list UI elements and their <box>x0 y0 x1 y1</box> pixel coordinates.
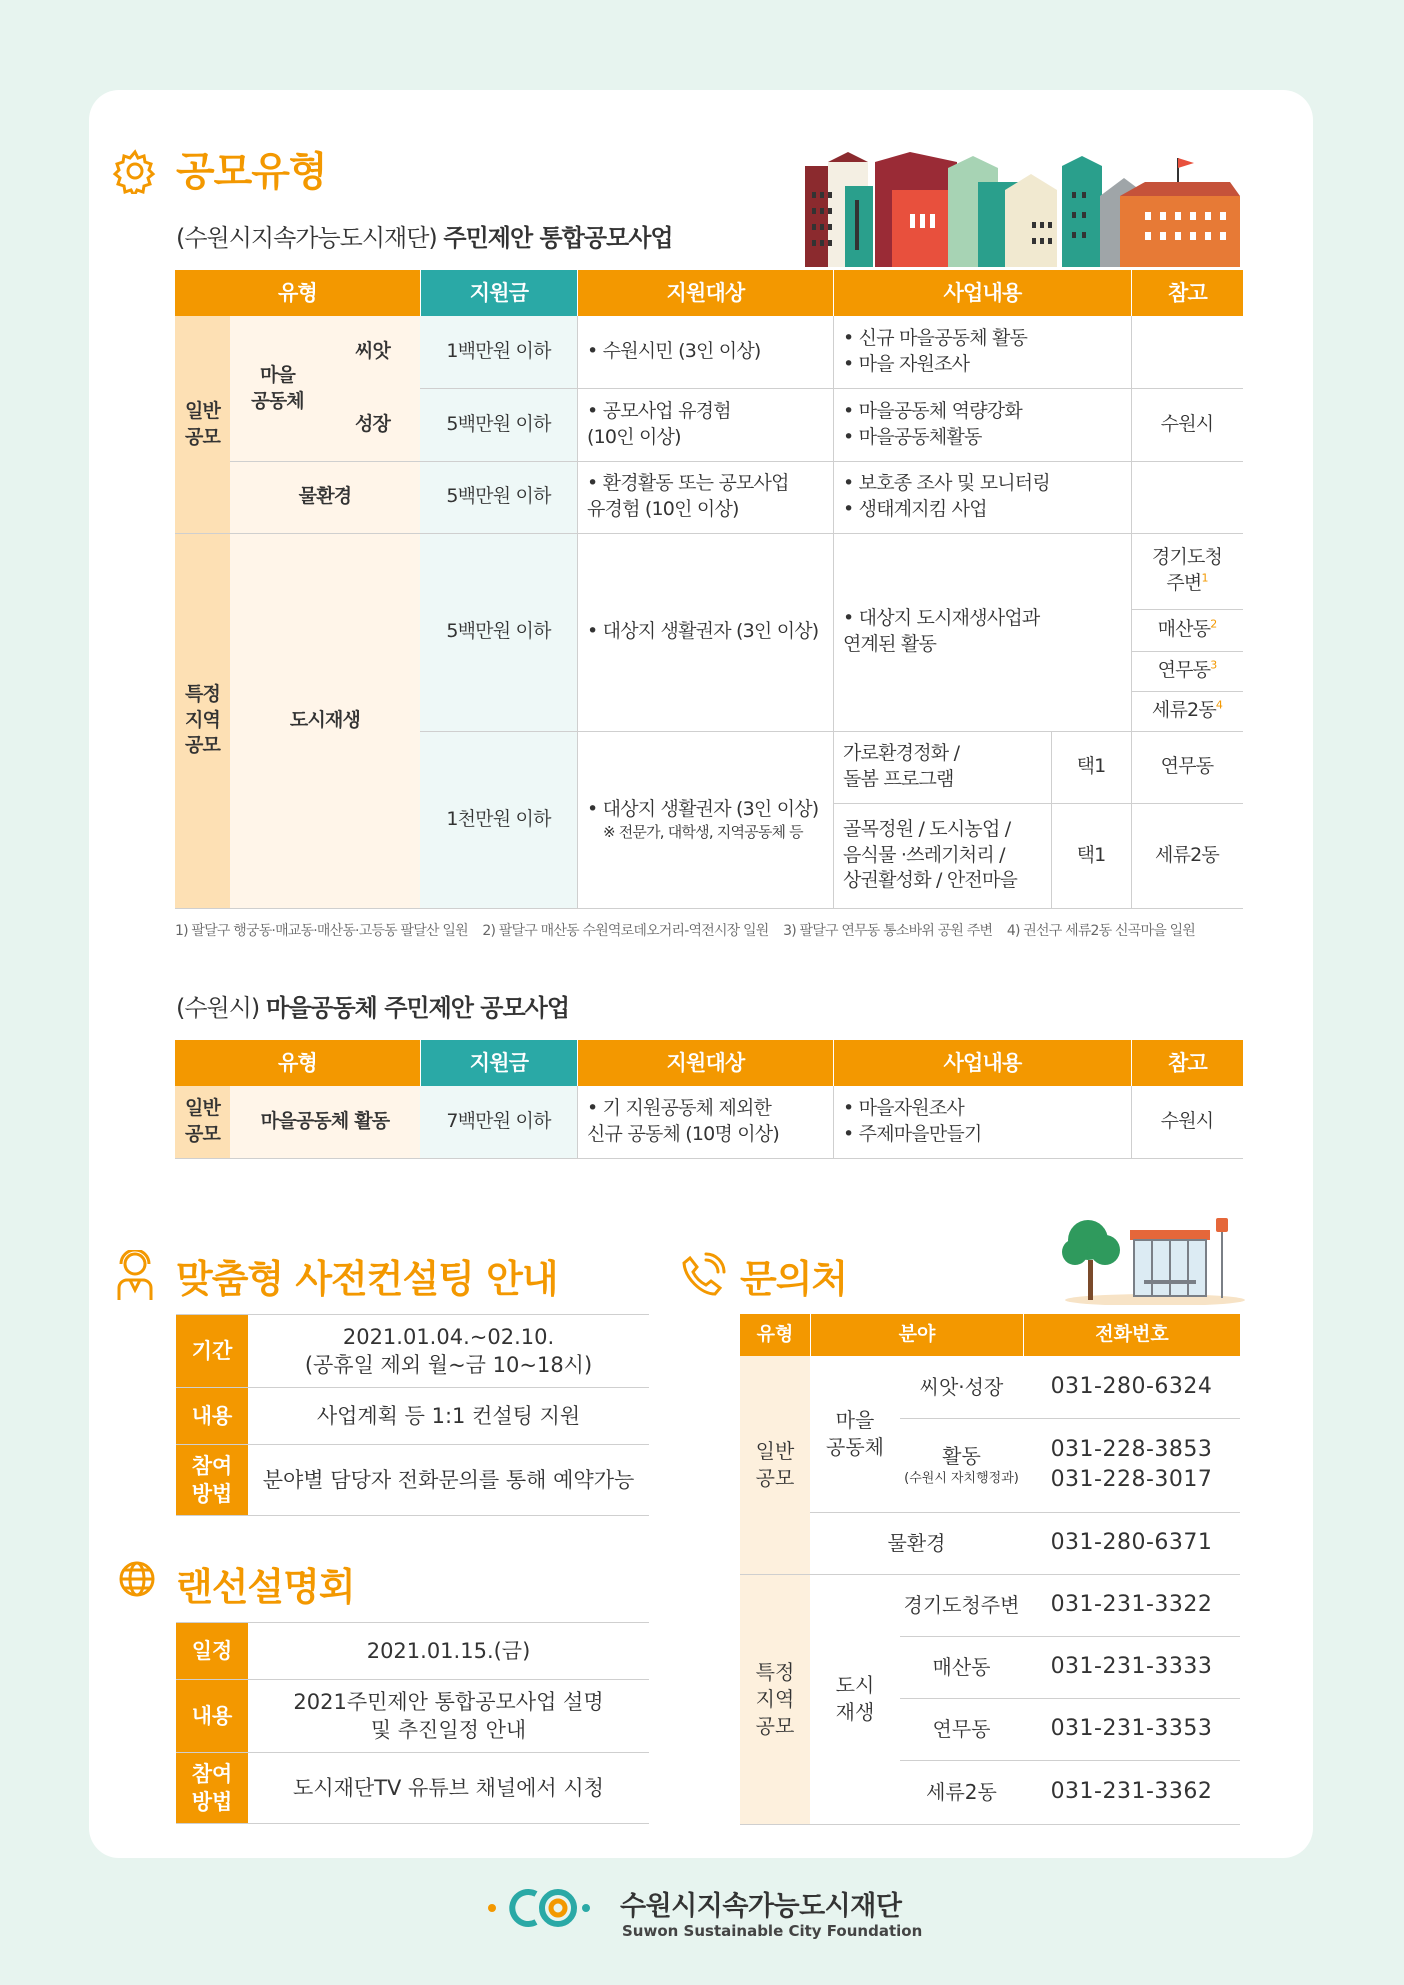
contact-field-water: 물환경 <box>887 1530 946 1555</box>
rule <box>1051 731 1052 908</box>
consult-value-period: 2021.01.04.~02.10. (공휴일 제외 월~금 10~18시) <box>304 1324 593 1377</box>
contact-field-activity-note: (수원시 자치행정과) <box>904 1470 1019 1486</box>
rule <box>1131 609 1243 610</box>
contact-th-type: 유형 <box>740 1314 810 1356</box>
online-title: 랜선설명회 <box>176 1565 355 1609</box>
village-label: 마을 공동체 <box>230 316 325 461</box>
globe-icon <box>118 1560 156 1602</box>
r5a-content: 가로환경정화 / 돌봄 프로그램 <box>843 742 960 790</box>
t2-th-ref: 참고 <box>1131 1040 1243 1086</box>
contact-phone-seed: 031-280-6324 <box>1050 1374 1213 1400</box>
phone-icon <box>680 1252 726 1302</box>
subtitle-integrated <box>176 218 673 253</box>
t2-amount: 7백만원 이하 <box>420 1086 577 1158</box>
rule <box>900 1418 1240 1419</box>
contact-field-yeonmu: 연무동 <box>932 1716 991 1741</box>
online-row-date <box>176 1622 649 1680</box>
contact-field-maesan: 매산동 <box>932 1654 991 1679</box>
rule <box>1131 1086 1132 1158</box>
th-type: 유형 <box>175 270 420 316</box>
online-row-content <box>176 1680 649 1753</box>
th-ref: 참고 <box>1131 270 1243 316</box>
rule <box>1131 316 1132 908</box>
contact-field-seed: 씨앗·성장 <box>919 1374 1004 1399</box>
ref2-sup: 2 <box>1210 617 1217 631</box>
th-content: 사업내용 <box>833 270 1131 316</box>
person-icon <box>115 1250 155 1306</box>
online-table <box>176 1622 649 1824</box>
ref4 <box>1131 691 1243 731</box>
ref1-sup: 1 <box>1201 571 1208 585</box>
r3-target: • 환경활동 또는 공모사업 유경험 (10인 이상) <box>587 472 789 520</box>
buildings-illustration <box>800 152 1245 271</box>
rule <box>175 908 1243 909</box>
consult-table <box>176 1314 649 1516</box>
contact-th-field: 분야 <box>810 1314 1023 1356</box>
online-label-content: 내용 <box>176 1680 248 1752</box>
org-name-en: Suwon Sustainable City Foundation <box>622 1922 923 1940</box>
online-value-method: 도시재단TV 유튜브 채널에서 시청 <box>293 1775 604 1800</box>
r3-content: • 보호종 조사 및 모니터링 • 생태계지킴 사업 <box>843 472 1050 520</box>
t2-th-type: 유형 <box>175 1040 420 1086</box>
consult-label-period: 기간 <box>176 1315 248 1387</box>
contact-regen: 도시 재생 <box>835 1673 875 1724</box>
contact-phone-water: 031-280-6371 <box>1050 1530 1213 1556</box>
growth-label: 성장 <box>325 388 420 461</box>
r1-target: • 수원시민 (3인 이상) <box>587 340 761 363</box>
rule <box>833 803 1243 804</box>
consult-row-method <box>176 1445 649 1516</box>
integrated-table <box>175 270 1243 908</box>
footnote: 1) 팔달구 행궁동·매교동·매산동·고등동 팔달산 일원 2) 팔달구 매산동 수원역로데오거리-역전시장 일원 3) 팔달구 연무동 통소바위 공원 주변 4) 권선구 세류2동 신곡마을 일원 <box>175 923 1196 939</box>
contact-field-activity: 활동 <box>942 1443 981 1468</box>
rule <box>740 1824 1240 1825</box>
th-target: 지원대상 <box>577 270 833 316</box>
contact-phone-activity: 031-228-3853 031-228-3017 <box>1050 1437 1213 1492</box>
bus-stop-illustration <box>1060 1210 1245 1309</box>
contact-village: 마을 공동체 <box>826 1408 884 1459</box>
r4-content: • 대상지 도시재생사업과 연계된 활동 <box>843 607 1040 655</box>
consult-value-content: 사업계획 등 1:1 컨설팅 지원 <box>316 1403 581 1428</box>
rule <box>175 1158 1243 1159</box>
contact-special: 특정 지역 공모 <box>740 1574 810 1824</box>
contact-table <box>740 1314 1240 1824</box>
r5b-content: 골목정원 / 도시농업 / 음식물 ·쓰레기처리 / 상권활성화 / 안전마을 <box>843 818 1018 892</box>
consult-label-content: 내용 <box>176 1388 248 1444</box>
contact-field-seryu: 세류2동 <box>926 1779 997 1804</box>
t2-type1: 일반 공모 <box>175 1086 230 1158</box>
rule <box>810 1512 1240 1513</box>
t2-target: • 기 지원공동체 제외한 신규 공동체 (10명 이상) <box>587 1097 779 1145</box>
rule <box>833 316 834 908</box>
rule <box>420 731 1243 732</box>
rule <box>175 533 1243 534</box>
r5b-ref: 세류2동 <box>1155 843 1219 866</box>
ref1 <box>1131 533 1243 609</box>
consult-value-method: 분야별 담당자 전화문의를 통해 예약가능 <box>262 1467 635 1492</box>
online-value-content: 2021주민제안 통합공모사업 설명 및 추진일정 안내 <box>293 1689 604 1742</box>
t2-th-amount: 지원금 <box>420 1040 577 1086</box>
foundation-logo <box>484 1882 616 1938</box>
ref3 <box>1131 651 1243 691</box>
subtitle-city <box>176 988 569 1023</box>
r5-target-cell <box>577 731 833 908</box>
consult-label-method: 참여 방법 <box>176 1445 248 1515</box>
contact-th-phone: 전화번호 <box>1023 1314 1240 1356</box>
contact-title: 문의처 <box>740 1257 848 1301</box>
r2-content: • 마을공동체 역량강화 • 마을공동체활동 <box>843 399 1022 448</box>
rule <box>833 1086 834 1158</box>
regen-label: 도시재생 <box>230 533 420 908</box>
ref-suwon: 수원시 <box>1160 412 1214 435</box>
rule <box>420 388 1243 389</box>
city-table <box>175 1040 1243 1160</box>
contact-general: 일반 공모 <box>740 1356 810 1574</box>
general-label: 일반 공모 <box>175 316 230 533</box>
r5a-choice: 택1 <box>1076 755 1106 778</box>
seed-label: 씨앗 <box>325 316 420 388</box>
online-label-date: 일정 <box>176 1623 248 1679</box>
r4-target: • 대상지 생활권자 (3인 이상) <box>587 620 819 643</box>
r5a-ref: 연무동 <box>1160 755 1214 778</box>
t2-th-content: 사업내용 <box>833 1040 1131 1086</box>
section-title-types: 공모유형 <box>176 149 327 195</box>
rule <box>1131 691 1243 692</box>
subtitle2-bold: 마을공동체 주민제안 공모사업 <box>265 994 570 1022</box>
ref3-text: 연무동 <box>1157 659 1211 682</box>
consult-row-content <box>176 1388 649 1445</box>
rule <box>230 461 1243 462</box>
online-label-method: 참여 방법 <box>176 1753 248 1823</box>
r5b-choice: 택1 <box>1076 843 1106 866</box>
rule <box>900 1698 1240 1699</box>
t2-content: • 마을자원조사 • 주제마을만들기 <box>843 1097 982 1145</box>
rule <box>900 1636 1240 1637</box>
rule <box>900 1760 1240 1761</box>
ref4-sup: 4 <box>1215 698 1223 712</box>
rule <box>577 1086 578 1158</box>
contact-phone-maesan: 031-231-3333 <box>1050 1654 1213 1680</box>
ref3-sup: 3 <box>1210 658 1217 672</box>
r1-content: • 신규 마을공동체 활동 • 마을 자원조사 <box>843 327 1028 375</box>
t2-type2: 마을공동체 활동 <box>230 1086 420 1158</box>
subtitle-prefix: (수원시지속가능도시재단) <box>176 224 444 252</box>
subtitle-bold: 주민제안 통합공모사업 <box>443 224 673 252</box>
ref4-text: 세류2동 <box>1151 699 1216 722</box>
contact-phone-seryu: 031-231-3362 <box>1050 1779 1213 1805</box>
online-value-date: 2021.01.15.(금) <box>366 1638 531 1663</box>
gear-icon <box>112 148 158 194</box>
r5-target-note: ※ 전문가, 대학생, 지역공동체 등 <box>603 823 803 842</box>
r5-target: • 대상지 생활권자 (3인 이상) <box>587 797 819 820</box>
ref2-text: 매산동 <box>1157 618 1211 641</box>
t2-th-target: 지원대상 <box>577 1040 833 1086</box>
contact-phone-gg: 031-231-3322 <box>1050 1592 1213 1618</box>
r5-amount: 1천만원 이하 <box>420 731 577 908</box>
special-label: 특정 지역 공모 <box>175 533 230 908</box>
online-row-method <box>176 1753 649 1824</box>
r2-amount: 5백만원 이하 <box>420 388 577 461</box>
rule <box>740 1574 1240 1575</box>
contact-field-gg: 경기도청주변 <box>903 1592 1020 1617</box>
t2-ref: 수원시 <box>1160 1110 1214 1133</box>
org-name-kr: 수원시지속가능도시재단 <box>620 1891 902 1922</box>
r3-amount: 5백만원 이하 <box>420 461 577 533</box>
ref2 <box>1131 609 1243 651</box>
ref1-text: 경기도청 주변 <box>1151 546 1223 594</box>
r4-amount: 5백만원 이하 <box>420 533 577 731</box>
r2-target: • 공모사업 유경험 (10인 이상) <box>587 399 731 448</box>
consult-row-period <box>176 1314 649 1388</box>
rule <box>1131 651 1243 652</box>
r1-amount: 1백만원 이하 <box>420 316 577 388</box>
th-amount: 지원금 <box>420 270 577 316</box>
contact-field-activity-cell <box>900 1418 1023 1512</box>
water-label: 물환경 <box>230 461 420 533</box>
subtitle2-prefix: (수원시) <box>176 994 266 1022</box>
rule <box>577 316 578 908</box>
contact-phone-yeonmu: 031-231-3353 <box>1050 1716 1213 1742</box>
consult-title: 맞춤형 사전컨설팅 안내 <box>176 1257 558 1301</box>
